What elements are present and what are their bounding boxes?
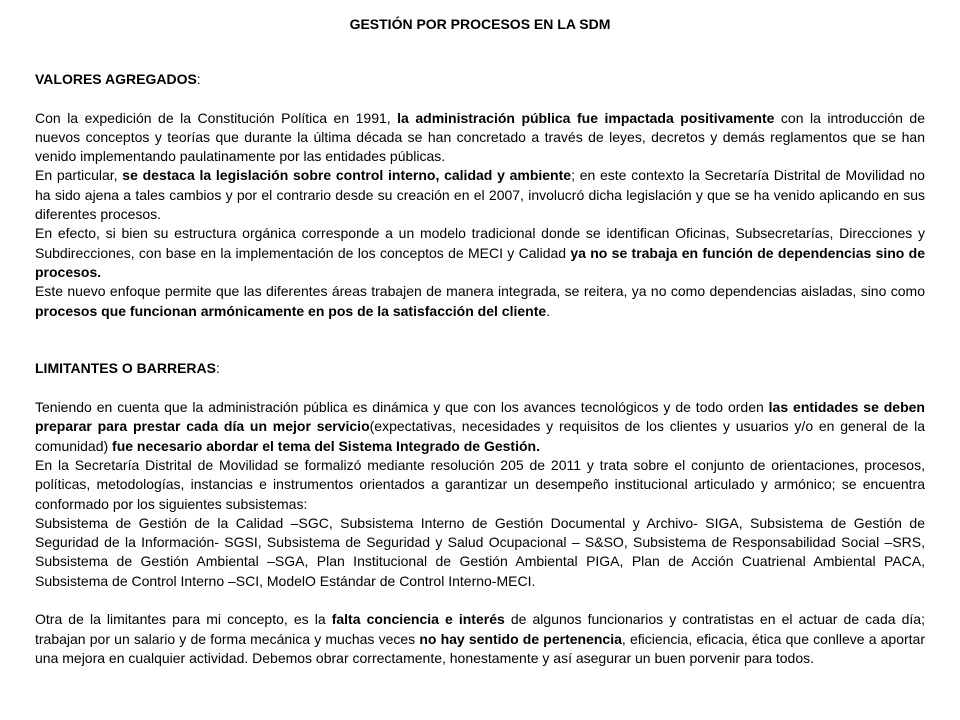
text-run: (expectativas, necesidades y requisitos de los clientes y usuarios y/o en general de la comunidad) <box>35 418 925 454</box>
text-run: Teniendo en cuenta que la administración pública es dinámica y que con los avances tecnológicos y de todo orden <box>35 399 769 416</box>
text-run: En particular, <box>35 167 123 184</box>
text-run: , eficiencia, eficacia, ética que conlleve a aportar una mejora en cualquier actividad. Debemos obrar correctamente, honestamente y así asegurar un buen porvenir para todos. <box>35 630 925 666</box>
bold-run: la administración pública fue impactada positivamente <box>397 109 775 126</box>
text-run: con la introducción de nuevos conceptos y teorías que durante la última década se han concretado a través de leyes, decretos y demás reglamentos que se han venido implementando paulatinamente por las entidades públicas. <box>35 109 925 165</box>
text-run: de algunos funcionarios y contratistas en el actuar de cada día; trabajan por un salario y de forma mecánica y muchas veces <box>35 611 925 647</box>
spacer <box>35 89 925 108</box>
paragraph-valores-1 <box>35 109 925 167</box>
text-run: Este nuevo enfoque permite que las diferentes áreas trabajen de manera integrada, se reitera, ya no como dependencias aisladas, sino como <box>35 283 925 300</box>
bold-run: fue necesario abordar el tema del Sistema Integrado de Gestión. <box>112 437 540 454</box>
section-heading-limitantes-colon: : <box>215 360 220 377</box>
section-heading-valores-text: VALORES AGREGADOS <box>35 71 197 87</box>
bold-run: procesos que funcionan armónicamente en pos de la satisfacción del cliente <box>35 302 547 319</box>
paragraph-valores-3 <box>35 224 925 282</box>
text-run: ; en este contexto la Secretaría Distrital de Movilidad no ha sido ajena a tales cambios y por el contrario desde su creación en el 2007, involucró dicha legislación y que se ha venido aplicando en sus diferentes procesos. <box>35 167 925 223</box>
paragraph-valores-2 <box>35 166 925 224</box>
bold-run: no hay sentido de pertenencia <box>419 630 622 647</box>
paragraph-limitantes-3: Subsistema de Gestión de la Calidad –SGC, Subsistema Interno de Gestión Documental y Archivo- SIGA, Subsistema de Gestión de Seguridad de la Información- SGSI, Subsistema de Seguridad y Salud Ocupacional – S&SO, Subsistema de Responsabilidad Social –SRS, Subsistema de Gestión Ambiental –SGA, Plan Institucional de Gestión Ambiental PIGA, Plan de Acción Cuatrienal Ambiental PACA, Subsistema de Control Interno –SCI, ModelO Estándar de Control Interno-MECI. <box>35 514 925 589</box>
paragraph-limitantes-4 <box>35 610 925 668</box>
bold-run: ya no se trabaja en función de dependencias sino de procesos. <box>35 244 925 280</box>
section-heading-limitantes-text: LIMITANTES O BARRERAS <box>35 360 216 377</box>
bold-run: se destaca la legislación sobre control interno, calidad y ambiente <box>122 167 572 184</box>
paragraph-limitantes-1 <box>35 398 925 456</box>
text-run: En efecto, si bien su estructura orgánica corresponde a un modelo tradicional donde se identifican Oficinas, Subsecretarías, Direcciones y Subdirecciones, con base en la implementación de los conceptos de MECI y Calidad <box>35 225 925 261</box>
paragraph-valores-4 <box>35 282 925 321</box>
page-title: GESTIÓN POR PROCESOS EN LA SDM <box>349 16 611 32</box>
spacer <box>35 321 925 360</box>
spacer <box>35 591 925 610</box>
bold-run: falta conciencia e interés <box>331 611 505 628</box>
document-body <box>35 70 925 668</box>
bold-run: las entidades se deben preparar para prestar cada día un mejor servicio <box>35 399 925 435</box>
section-heading-valores-colon: : <box>196 71 201 87</box>
section-heading-valores <box>35 70 925 89</box>
text-run: . <box>546 302 551 319</box>
spacer <box>35 379 925 398</box>
text-run: Con la expedición de la Constitución Política en 1991, <box>35 109 398 126</box>
paragraph-limitantes-2: En la Secretaría Distrital de Movilidad se formalizó mediante resolución 205 de 2011 y trata sobre el conjunto de orientaciones, procesos, políticas, metodologías, instancias e instrumentos orientados a garantizar un desempeño institucional articulado y armónico; se encuentra conformado por los siguientes subsistemas: <box>35 456 925 512</box>
text-run: Otra de la limitantes para mi concepto, es la <box>35 611 332 628</box>
section-heading-limitantes <box>35 359 925 378</box>
